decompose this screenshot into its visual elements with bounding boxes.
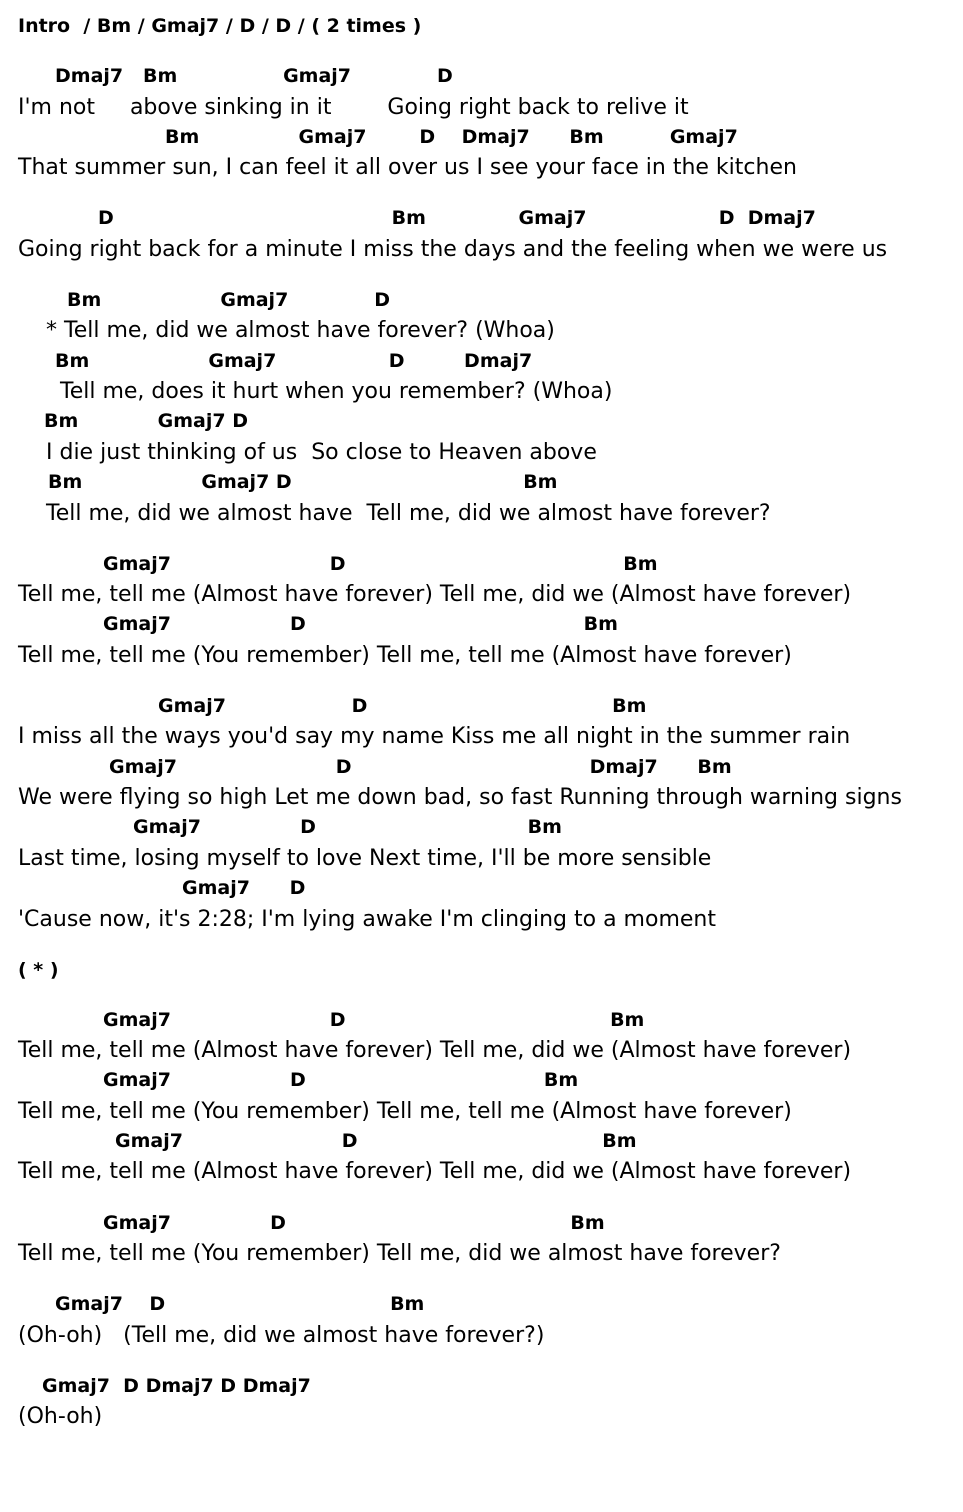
lyric-line: Going right back for a minute I miss the days and the feeling when we were us xyxy=(18,237,888,262)
chord-line: Bm Gmaj7 D Bm xyxy=(48,471,558,493)
chord-line: Bm Gmaj7 D Dmaj7 xyxy=(55,350,533,372)
lyric-line: Tell me, tell me (Almost have forever) Tell me, did we (Almost have forever) xyxy=(18,1038,852,1063)
chord-line: Bm Gmaj7 D xyxy=(44,410,248,432)
lyric-line: I'm not above sinking in it Going right back to relive it xyxy=(18,95,689,120)
chord-line: Gmaj7 D xyxy=(182,877,306,899)
chord-line: Gmaj7 D Bm xyxy=(103,1009,645,1031)
lyric-line: That summer sun, I can feel it all over us I see your face in the kitchen xyxy=(18,155,797,180)
chord-line: Gmaj7 D Bm xyxy=(133,816,562,838)
lyric-line: I miss all the ways you'd say my name Kiss me all night in the summer rain xyxy=(18,724,851,749)
lyric-line: 'Cause now, it's 2:28; I'm lying awake I'm clinging to a moment xyxy=(18,907,716,932)
lyric-line: Tell me, did we almost have Tell me, did we almost have forever? xyxy=(46,501,771,526)
lyric-line: * Tell me, did we almost have forever? (Whoa) xyxy=(46,318,555,343)
intro-line: Intro / Bm / Gmaj7 / D / D / ( 2 times ) xyxy=(18,15,422,37)
chord-line: Gmaj7 D Bm xyxy=(103,1069,579,1091)
lyric-line: Tell me, tell me (You remember) Tell me, tell me (Almost have forever) xyxy=(18,1099,792,1124)
chord-line: Gmaj7 D Bm xyxy=(103,1212,605,1234)
lyric-line: Tell me, does it hurt when you remember? (Whoa) xyxy=(60,379,613,404)
chord-line: Gmaj7 D Bm xyxy=(103,613,618,635)
chord-line: Gmaj7 D Dmaj7 D Dmaj7 xyxy=(42,1375,311,1397)
lyric-line: I die just thinking of us So close to Heaven above xyxy=(46,440,597,465)
chord-line: Bm Gmaj7 D xyxy=(67,289,391,311)
chord-line: Bm Gmaj7 D Dmaj7 Bm Gmaj7 xyxy=(165,126,738,148)
chord-line: Gmaj7 D Bm xyxy=(103,553,658,575)
chord-line: Dmaj7 Bm Gmaj7 D xyxy=(55,65,453,87)
lyric-line: Last time, losing myself to love Next time, I'll be more sensible xyxy=(18,846,712,871)
lyric-line: Tell me, tell me (You remember) Tell me, did we almost have forever? xyxy=(18,1241,781,1266)
chord-line: D Bm Gmaj7 D Dmaj7 xyxy=(98,207,816,229)
chord-line: Gmaj7 D Bm xyxy=(55,1293,425,1315)
lyric-line: Tell me, tell me (You remember) Tell me, tell me (Almost have forever) xyxy=(18,643,792,668)
chord-line: Gmaj7 D Dmaj7 Bm xyxy=(109,756,732,778)
lyric-line: (Oh-oh) xyxy=(18,1404,103,1429)
lyric-line: We were flying so high Let me down bad, so fast Running through warning signs xyxy=(18,785,902,810)
lyric-line: Tell me, tell me (Almost have forever) Tell me, did we (Almost have forever) xyxy=(18,582,852,607)
lyric-line: Tell me, tell me (Almost have forever) Tell me, did we (Almost have forever) xyxy=(18,1159,852,1184)
chord-line: Gmaj7 D Bm xyxy=(158,695,647,717)
chord-line: Gmaj7 D Bm xyxy=(115,1130,637,1152)
repeat-chorus-marker: ( * ) xyxy=(18,959,59,981)
lyric-line: (Oh-oh) (Tell me, did we almost have forever?) xyxy=(18,1323,545,1348)
